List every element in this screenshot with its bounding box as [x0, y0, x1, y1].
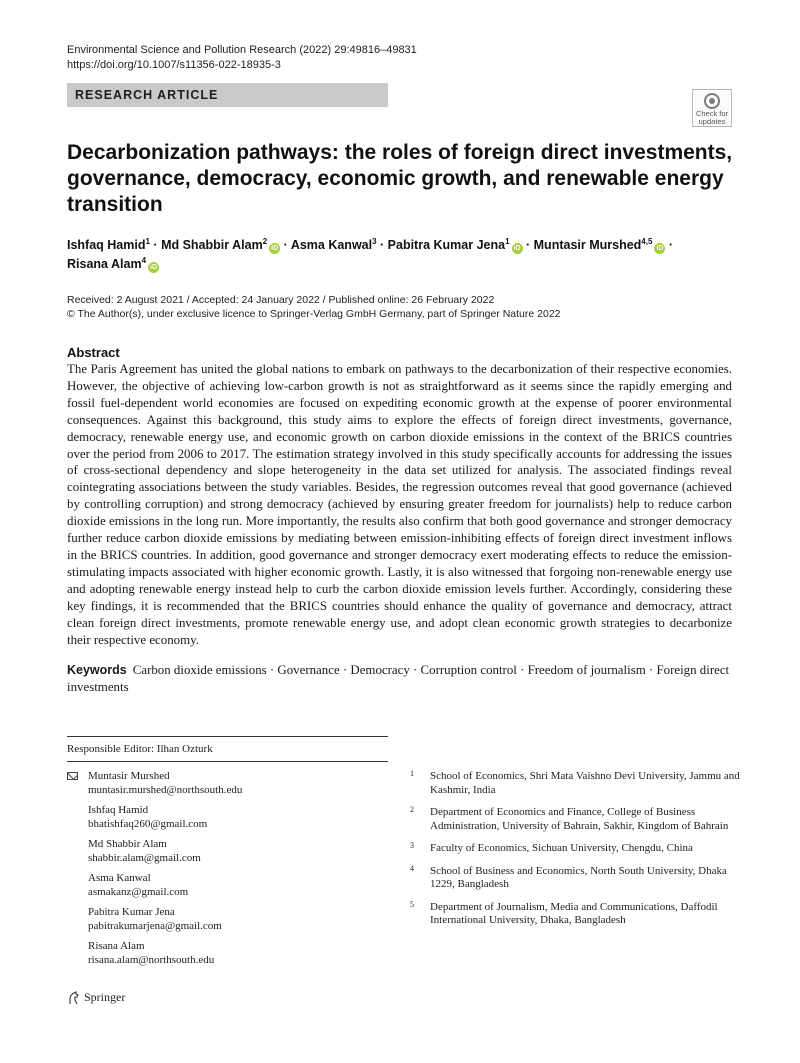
author-separator: ·: [522, 238, 534, 252]
affiliation-text: School of Economics, Shri Mata Vaishno Devi University, Jammu and Kashmir, India: [430, 770, 740, 796]
contact-email[interactable]: pabitrakumarjena@gmail.com: [88, 919, 222, 932]
publisher-name: Springer: [84, 990, 126, 1004]
author-affiliation-sup: 4,5: [641, 236, 653, 246]
author-name: Ishfaq Hamid: [67, 238, 146, 252]
paper-title: Decarbonization pathways: the roles of foreign direct investments, governance, democracy, economic growth, and renewable energy transition: [67, 141, 733, 216]
check-updates-label-1: Check for: [695, 109, 729, 118]
contact-entry: [67, 770, 397, 797]
author-affiliation-sup: 2: [262, 236, 268, 246]
keywords-section: [67, 662, 732, 696]
keywords-text: Carbon dioxide emissions · Governance · Democracy · Corruption control · Freedom of journalism · Foreign direct investments: [67, 663, 730, 694]
affiliation-entry: [410, 865, 740, 892]
affiliation-number: 3: [410, 841, 414, 850]
contact-name: Md Shabbir Alam: [88, 838, 167, 850]
affiliation-number: 2: [410, 805, 414, 814]
contact-email[interactable]: risana.alam@northsouth.edu: [88, 953, 215, 966]
contact-name: Asma Kanwal: [88, 872, 151, 884]
affiliation-number: 5: [410, 899, 414, 909]
orcid-icon[interactable]: iD: [150, 264, 158, 271]
author-separator: ·: [280, 238, 291, 252]
author-separator: ·: [376, 238, 388, 252]
contact-name: Pabitra Kumar Jena: [88, 906, 175, 918]
contact-entry: [67, 838, 397, 865]
check-for-updates-button[interactable]: [692, 89, 732, 127]
doi-link[interactable]: https://doi.org/10.1007/s11356-022-18935-3: [67, 59, 281, 71]
abstract-heading: Abstract: [67, 345, 120, 360]
author-affiliation-sup: 1: [505, 236, 510, 246]
contact-entry: [67, 872, 397, 899]
check-for-updates-icon: [704, 93, 720, 109]
affiliation-text: Department of Economics and Finance, College of Business Administration, University of Bahrain, Sakhir, Kingdom of Bahrain: [430, 806, 729, 832]
author-affiliation-sup: 1: [145, 236, 150, 246]
affiliation-entry: [410, 806, 740, 833]
author-name: Muntasir Murshed: [533, 238, 642, 252]
orcid-icon[interactable]: iD: [271, 245, 279, 252]
author-affiliation-sup: 4: [141, 255, 147, 265]
author-separator: ·: [665, 238, 674, 252]
affiliations-list: [410, 770, 740, 937]
author-name: Md Shabbir Alam: [161, 238, 263, 252]
springer-horse-icon: [67, 991, 80, 1005]
orcid-icon[interactable]: iD: [656, 245, 664, 252]
contact-entry: [67, 940, 397, 967]
author[interactable]: [67, 238, 150, 252]
affiliation-text: Department of Journalism, Media and Communications, Daffodil International University, Dhaka, Bangladesh: [430, 900, 718, 926]
author-list: [67, 236, 757, 274]
publisher-footer: [67, 990, 125, 1005]
responsible-editor: Responsible Editor: Ilhan Ozturk: [67, 743, 213, 755]
contact-name: Risana Alam: [88, 940, 145, 952]
affiliation-number: 1: [410, 769, 414, 778]
orcid-icon[interactable]: iD: [513, 245, 521, 252]
author[interactable]: [388, 238, 523, 252]
author-name: Asma Kanwal: [290, 238, 373, 252]
author[interactable]: [291, 238, 377, 252]
affiliation-text: School of Business and Economics, North South University, Dhaka 1229, Bangladesh: [430, 864, 727, 890]
author[interactable]: [534, 238, 666, 252]
contact-email[interactable]: muntasir.murshed@northsouth.edu: [88, 783, 243, 796]
contact-entry: [67, 906, 397, 933]
author-separator: ·: [149, 238, 162, 252]
divider-mid: [67, 761, 388, 762]
abstract-text: The Paris Agreement has united the global nations to embark on pathways to the decarbonization of their respective economies. However, the objective of achieving low-carbon growth is not as straightforward as it seems since the rapidly emerging and fossil fuel-dependent world economies are focused on expediting economic growth at the expense of poorer environmental consequences. Against this background, this study aims to explore the effects of foreign direct investments, governance, democracy, renewable energy use, and economic growth on carbon dioxide emissions in the context of the BRICS countries over the period from 2006 to 2017. The estimation strategy involved in this study specifically accounts for addressing the issues of cross-sectional dependency and slope heterogeneity in the data set utilized for analysis. The associated findings reveal cointegrating associations between the study variables. Besides, the regression outcomes reveal that good governance (achieved by controlling corruption) and strong democracy (achieved by ensuring greater freedom for journalists) help to reduce carbon dioxide emissions in the long run. More importantly, the results also confirm that both good governance and stronger democracy further reduce carbon dioxide emissions by mediating between emission-inhibiting effects of foreign direct investment inflows in the BRICS countries. In addition, good governance and stronger democracy exert moderating effects to reduce the emission-stimulating impacts associated with higher economic growth. Lastly, it is also witnessed that forgoing non-renewable energy use and adopting renewable energy instead help to curb the carbon dioxide emission levels further. Accordingly, considering these key findings, it is recommended that the BRICS countries should enhance the quality of governance and democracy, attract clean foreign direct investments, promote renewable energy use, and adopt clean economic growth strategies to decarbonize their respective economy.: [67, 362, 732, 647]
copyright-notice: © The Author(s), under exclusive licence to Springer-Verlag GmbH Germany, part of Springer Nature 2022: [67, 308, 561, 320]
contact-name: Ishfaq Hamid: [88, 804, 149, 816]
envelope-icon: [67, 772, 78, 780]
affiliation-text: Faculty of Economics, Sichuan University, Chengdu, China: [430, 842, 693, 854]
contact-email[interactable]: shabbir.alam@gmail.com: [88, 851, 201, 864]
affiliation-number: 4: [410, 863, 414, 873]
author[interactable]: [161, 238, 280, 252]
keywords-label: Keywords: [67, 663, 127, 677]
journal-citation: Environmental Science and Pollution Research (2022) 29:49816–49831: [67, 44, 417, 56]
contact-email[interactable]: asmakanz@gmail.com: [88, 885, 189, 898]
affiliation-entry: [410, 770, 740, 797]
check-updates-label-2: updates: [698, 117, 726, 126]
author-name: Pabitra Kumar Jena: [387, 238, 506, 252]
contact-email[interactable]: bhatishfaq260@gmail.com: [88, 817, 208, 830]
contact-name: Muntasir Murshed: [88, 770, 170, 782]
author-contacts: [67, 770, 397, 974]
divider-top: [67, 736, 388, 737]
publication-dates: Received: 2 August 2021 / Accepted: 24 January 2022 / Published online: 26 February 2022: [67, 294, 495, 306]
author-affiliation-sup: 3: [372, 236, 377, 246]
article-type-banner: RESEARCH ARTICLE: [67, 83, 388, 107]
author[interactable]: [67, 257, 159, 271]
author-name: Risana Alam: [67, 257, 142, 271]
contact-entry: [67, 804, 397, 831]
affiliation-entry: [410, 842, 740, 856]
affiliation-entry: [410, 901, 740, 928]
